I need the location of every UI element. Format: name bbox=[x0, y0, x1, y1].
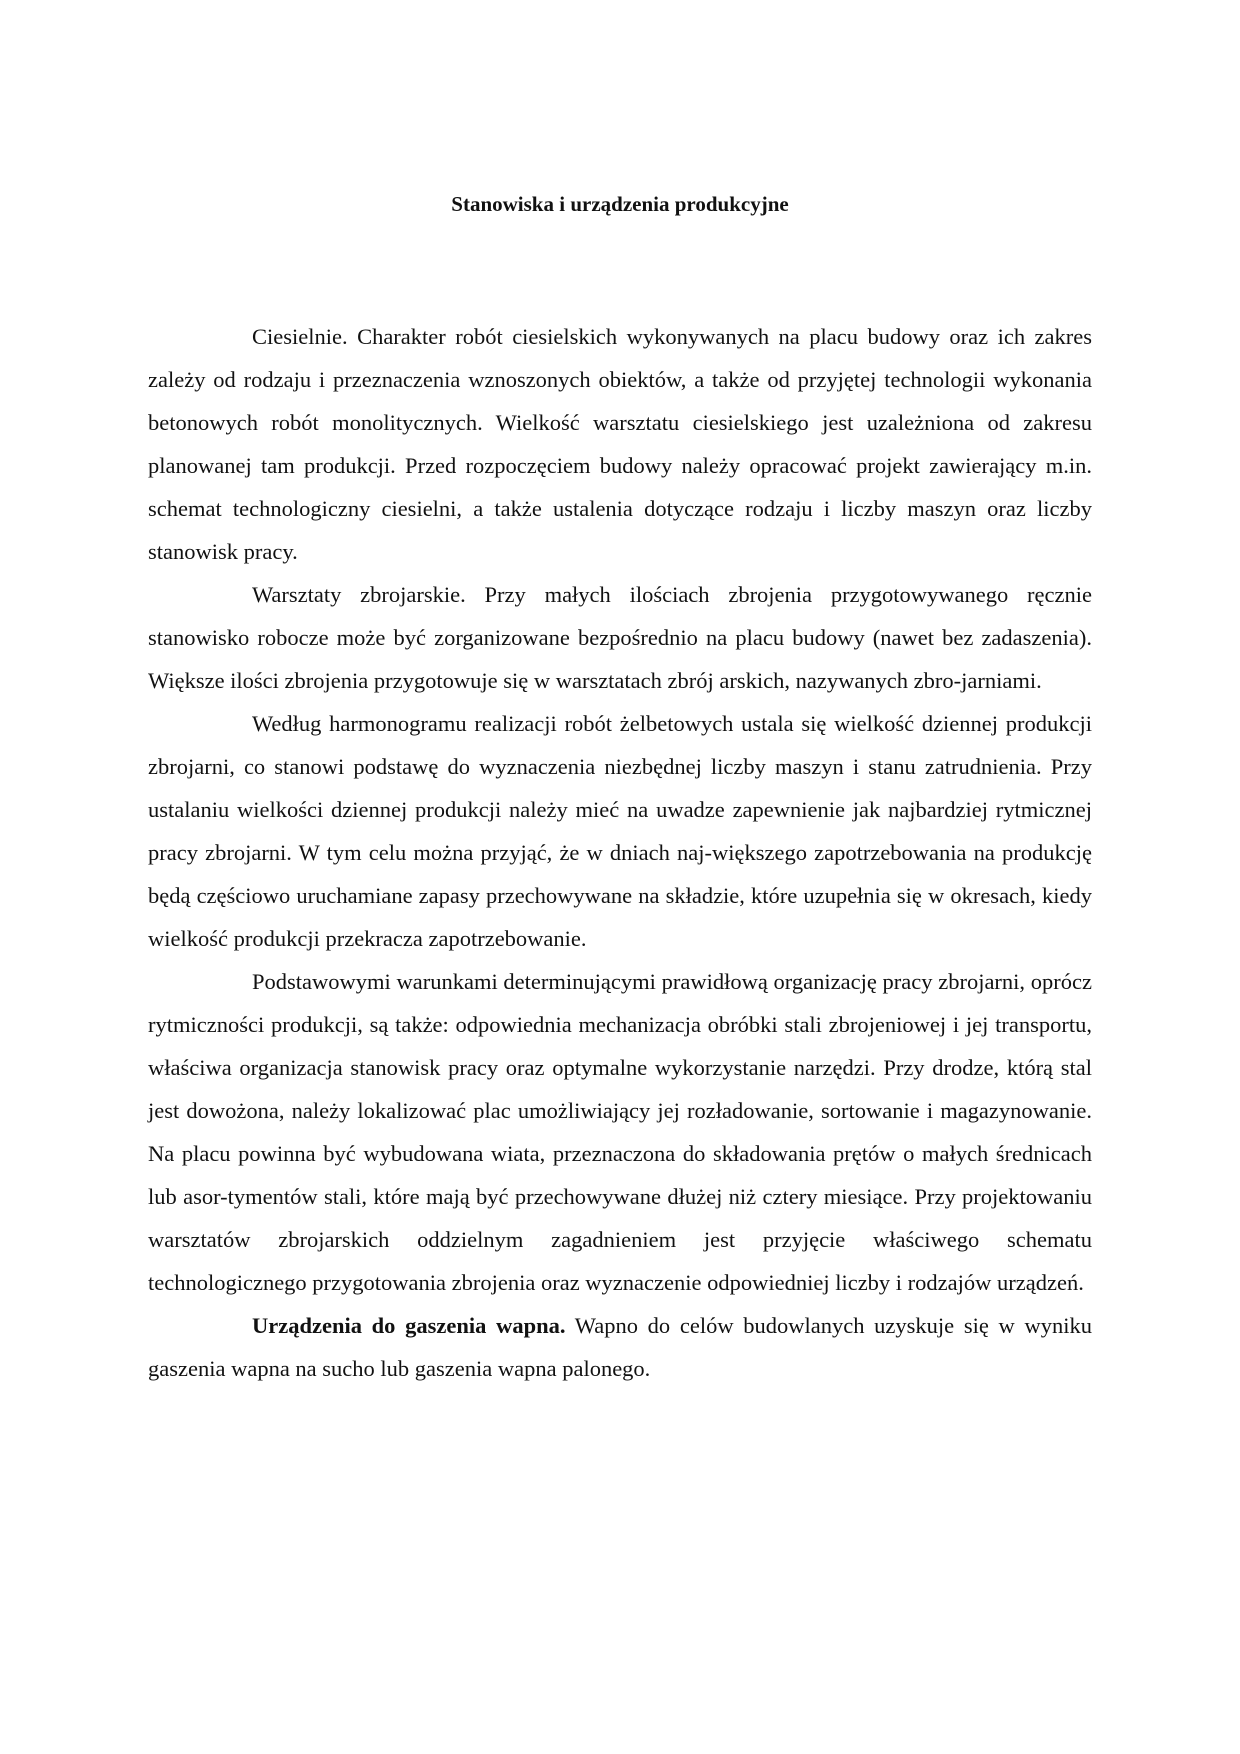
paragraph-lead-heading: Urządzenia do gaszenia wapna. bbox=[252, 1313, 566, 1338]
paragraph-ciesielnie bbox=[148, 315, 1092, 573]
paragraph-text: Ciesielnie. Charakter robót ciesielskich wykonywanych na placu budowy oraz ich zakres zależy od rodzaju i przeznaczenia wznoszonych obiektów, a także od przyjętej technologii wykonania betonowych robót monolitycznych. Wielkość warsztatu ciesielskiego jest uzależniona od zakresu planowanej tam produkcji. Przed rozpoczęciem budowy należy opracować projekt zawierający m.in. schemat technologiczny ciesielni, a także ustalenia dotyczące rodzaju i liczby maszyn oraz liczby stanowisk pracy. bbox=[148, 324, 1092, 564]
paragraph-text: Wapno do celów budowlanych uzyskuje się w wyniku gaszenia wapna na sucho lub gaszenia wapna palonego. bbox=[148, 1313, 1092, 1381]
paragraph-gaszenie-wapna bbox=[148, 1304, 1092, 1390]
paragraph-warunki bbox=[148, 960, 1092, 1304]
paragraph-text: Według harmonogramu realizacji robót żelbetowych ustala się wielkość dziennej produkcji zbrojarni, co stanowi podstawę do wyznaczenia niezbędnej liczby maszyn i stanu zatrudnienia. Przy ustalaniu wielkości dziennej produkcji należy mieć na uwadze zapewnienie jak najbardziej rytmicznej pracy zbrojarni. W tym celu można przyjąć, że w dniach naj-większego zapotrzebowania na produkcję będą częściowo uruchamiane zapasy przechowywane na składzie, które uzupełnia się w okresach, kiedy wielkość produkcji przekracza zapotrzebowanie. bbox=[148, 711, 1092, 951]
document-body bbox=[148, 315, 1092, 1390]
paragraph-text: Podstawowymi warunkami determinującymi prawidłową organizację pracy zbrojarni, oprócz rytmiczności produkcji, są także: odpowiednia mechanizacja obróbki stali zbrojeniowej i jej transportu, właściwa organizacja stanowisk pracy oraz optymalne wykorzystanie narzędzi. Przy drodze, którą stal jest dowożona, należy lokalizować plac umożliwiający jej rozładowanie, sortowanie i magazynowanie. Na placu powinna być wybudowana wiata, przeznaczona do składowania prętów o małych średnicach lub asor-tymentów stali, które mają być przechowywane dłużej niż cztery miesiące. Przy projektowaniu warsztatów zbrojarskich oddzielnym zagadnieniem jest przyjęcie właściwego schematu technologicznego przygotowania zbrojenia oraz wyznaczenie odpowiedniej liczby i rodzajów urządzeń. bbox=[148, 969, 1092, 1295]
paragraph-text: Warsztaty zbrojarskie. Przy małych ilościach zbrojenia przygotowywanego ręcznie stanowisko robocze może być zorganizowane bezpośrednio na placu budowy (nawet bez zadaszenia). Większe ilości zbrojenia przygotowuje się w warsztatach zbrój arskich, nazywanych zbro-jarniami. bbox=[148, 582, 1092, 693]
paragraph-harmonogram bbox=[148, 702, 1092, 960]
paragraph-warsztaty-zbrojarskie bbox=[148, 573, 1092, 702]
document-title: Stanowiska i urządzenia produkcyjne bbox=[451, 192, 789, 216]
